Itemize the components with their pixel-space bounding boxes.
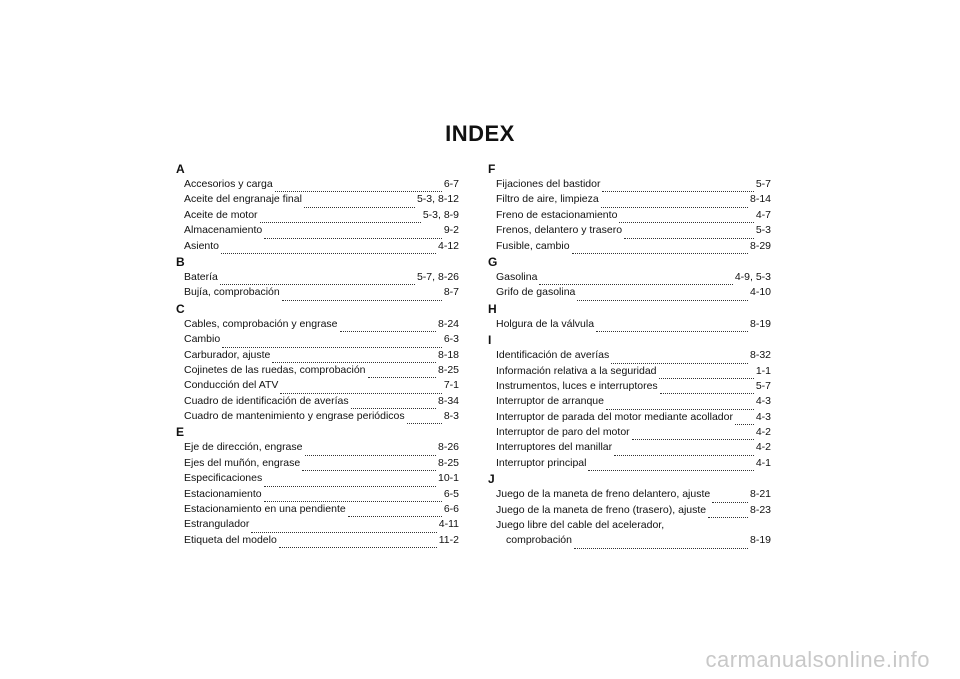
dot-leader: [220, 273, 415, 285]
index-entry-text: Bujía, comprobación: [184, 286, 280, 299]
dot-leader: [351, 397, 436, 409]
index-entry-text: Instrumentos, luces e interruptores: [496, 379, 658, 392]
index-entry: [184, 487, 459, 502]
index-entry-text: Fusible, cambio: [496, 239, 570, 252]
dot-leader: [279, 536, 437, 548]
index-entry-page: 1-1: [755, 364, 771, 377]
dot-leader: [407, 412, 442, 424]
index-entry: [496, 364, 771, 379]
index-entry: [496, 533, 771, 548]
index-entry-page: 8-14: [749, 193, 771, 206]
index-entry-text: Cuadro de identificación de averías: [184, 394, 349, 407]
index-entry-page: 4-3: [755, 395, 771, 408]
index-entry-text: Frenos, delantero y trasero: [496, 224, 623, 237]
index-entry-text: Juego de la maneta de freno (trasero), ajuste: [496, 503, 707, 516]
dot-leader: [280, 382, 441, 394]
index-entry-text: Filtro de aire, limpieza: [496, 193, 599, 206]
dot-leader: [577, 289, 748, 301]
index-entry: [184, 208, 459, 223]
index-entry-page: 8-21: [749, 488, 771, 501]
index-entry: [184, 394, 459, 409]
dot-leader: [614, 444, 754, 456]
index-entry-text: Aceite del engranaje final: [184, 193, 302, 206]
index-entry-page: 4-1: [755, 456, 771, 469]
index-entry-page: 5-3, 8-9: [422, 208, 459, 221]
index-entry-text: Gasolina: [496, 270, 538, 283]
dot-leader: [272, 351, 436, 363]
index-entry-text: Freno de estacionamiento: [496, 208, 618, 221]
dot-leader: [708, 506, 748, 518]
index-entry: [496, 440, 771, 455]
index-entry-text: Batería: [184, 270, 218, 283]
dot-leader: [606, 398, 754, 410]
dot-leader: [251, 521, 436, 533]
index-entry-page: 9-2: [443, 224, 459, 237]
dot-leader: [304, 196, 415, 208]
index-entry: [496, 379, 771, 394]
index-entry-page: 5-7, 8-26: [416, 270, 459, 283]
index-entry-page: 4-11: [438, 518, 459, 531]
index-entry-page: 8-19: [749, 317, 771, 330]
index-entry: [496, 410, 771, 425]
index-entry: [496, 394, 771, 409]
index-entry: [496, 177, 771, 192]
index-entry: [496, 456, 771, 471]
index-entry-text: Aceite de motor: [184, 208, 258, 221]
index-letter-j: J: [488, 472, 495, 487]
index-entry: [184, 192, 459, 207]
index-column-left: [176, 161, 459, 548]
index-entry-page: 8-24: [437, 317, 459, 330]
index-entry: [496, 503, 771, 518]
dot-leader: [305, 444, 436, 456]
index-entry-page: 11-2: [438, 533, 459, 546]
index-entry-text: Grifo de gasolina: [496, 286, 576, 299]
index-entry: [184, 317, 459, 332]
index-entry-page: 8-34: [437, 394, 459, 407]
dot-leader: [221, 242, 436, 254]
dot-leader: [368, 366, 436, 378]
index-entry-text: Holgura de la válvula: [496, 317, 595, 330]
index-entry: [184, 378, 459, 393]
index-entry-text: Cuadro de mantenimiento y engrase periódicos: [184, 410, 405, 423]
index-entry-page: 8-29: [749, 239, 771, 252]
index-entry-page: 5-3: [755, 224, 771, 237]
index-entry-continuation: comprobación: [506, 534, 572, 547]
index-entry-page: 5-3, 8-12: [416, 193, 459, 206]
dot-leader: [264, 475, 436, 487]
index-entry: [184, 285, 459, 300]
index-entry: [184, 471, 459, 486]
index-entry: [184, 517, 459, 532]
dot-leader: [611, 352, 748, 364]
index-entry: [496, 317, 771, 332]
index-entry-text: Juego de la maneta de freno delantero, ajuste: [496, 488, 711, 501]
dot-leader: [282, 289, 442, 301]
index-entry-page: 4-7: [755, 208, 771, 221]
index-entry-page: 5-7: [755, 177, 771, 190]
index-entry-page: 8-26: [437, 441, 459, 454]
dot-leader: [619, 211, 753, 223]
index-entry: [496, 239, 771, 254]
dot-leader: [588, 459, 753, 471]
index-entry: [184, 348, 459, 363]
index-letter-a: A: [176, 162, 185, 176]
index-entry-text: Asiento: [184, 239, 220, 252]
index-entry-text: Conducción del ATV: [184, 379, 279, 392]
index-entry: [496, 285, 771, 300]
index-entry: [184, 239, 459, 254]
index-entry-page: 5-7: [755, 379, 771, 392]
index-letter-b: B: [176, 254, 185, 269]
index-entry-page: 7-1: [443, 379, 459, 392]
index-entry-page: 4-10: [749, 286, 771, 299]
index-entry-text: Cables, comprobación y engrase: [184, 317, 338, 330]
index-entry-page: 6-7: [443, 177, 459, 190]
index-entry-text: Información relativa a la seguridad: [496, 364, 657, 377]
index-letter-f: F: [488, 162, 496, 176]
index-entry-text: Interruptor de parada del motor mediante acollador: [496, 410, 733, 423]
index-entry: [184, 440, 459, 455]
index-entry-page: 4-3: [755, 410, 771, 423]
dot-leader: [539, 273, 732, 285]
index-entry: [496, 487, 771, 502]
index-entry: [184, 223, 459, 238]
dot-leader: [222, 336, 442, 348]
dot-leader: [735, 413, 754, 425]
dot-leader: [601, 196, 748, 208]
index-column-right: [488, 161, 771, 549]
index-entry-text: Especificaciones: [184, 472, 263, 485]
dot-leader: [712, 491, 748, 503]
index-entry-text: Almacenamiento: [184, 224, 263, 237]
watermark: carmanualsonline.info: [705, 647, 930, 672]
dot-leader: [264, 490, 442, 502]
index-entry-page: 8-18: [437, 348, 459, 361]
index-entry: [184, 363, 459, 378]
index-letter-c: C: [176, 301, 185, 316]
index-entry-text: Etiqueta del modelo: [184, 533, 277, 546]
index-entry-page: 8-25: [437, 363, 459, 376]
index-entry-page: 8-3: [443, 410, 459, 423]
index-entry-page: 8-7: [443, 286, 459, 299]
dot-leader: [574, 537, 748, 549]
index-entry: [184, 177, 459, 192]
index-entry-page: 4-2: [755, 441, 771, 454]
index-entry-text: Cambio: [184, 333, 221, 346]
index-entry: [496, 348, 771, 363]
index-entry: [496, 425, 771, 440]
dot-leader: [275, 180, 442, 192]
dot-leader: [596, 320, 748, 332]
index-entry-text: Estacionamiento: [184, 487, 262, 500]
index-entry: [496, 208, 771, 223]
index-letter-h: H: [488, 301, 497, 316]
index-entry-text: Estacionamiento en una pendiente: [184, 503, 346, 516]
index-entry-text: Identificación de averías: [496, 349, 610, 362]
index-entry-page: 4-9, 5-3: [734, 270, 771, 283]
dot-leader: [264, 227, 442, 239]
index-entry: [184, 332, 459, 347]
index-entry-text: Carburador, ajuste: [184, 348, 271, 361]
index-entry-page: 4-12: [437, 239, 459, 252]
index-letter-e: E: [176, 425, 185, 440]
index-entry: [184, 409, 459, 424]
index-letter-g: G: [488, 254, 498, 269]
index-entry-page: 4-2: [755, 426, 771, 439]
dot-leader: [572, 242, 748, 254]
index-entry: [496, 223, 771, 238]
index-entry-page: 8-25: [437, 456, 459, 469]
index-entry-page: 10-1: [437, 472, 459, 485]
index-entry-page: 8-19: [749, 534, 771, 547]
dot-leader: [624, 227, 754, 239]
index-entry-text: Eje de dirección, engrase: [184, 441, 303, 454]
dot-leader: [659, 367, 754, 379]
dot-leader: [602, 180, 753, 192]
index-entry-text: Fijaciones del bastidor: [496, 177, 601, 190]
index-entry-text: Interruptor de arranque: [496, 395, 604, 408]
index-entry-text: Interruptores del manillar: [496, 441, 613, 454]
dot-leader: [260, 211, 421, 223]
dot-leader: [660, 382, 754, 394]
index-entry-text: Estrangulador: [184, 518, 250, 531]
index-entry-text: Ejes del muñón, engrase: [184, 456, 301, 469]
index-entry: [184, 456, 459, 471]
page-title: INDEX: [445, 121, 515, 146]
index-entry: [184, 533, 459, 548]
index-entry: [496, 192, 771, 207]
index-entry-text: Juego libre del cable del acelerador,: [496, 519, 665, 532]
index-entry: [496, 270, 771, 285]
dot-leader: [340, 320, 436, 332]
index-entry-text: Interruptor de paro del motor: [496, 426, 630, 439]
index-entry: [184, 270, 459, 285]
index-entry-text: Interruptor principal: [496, 456, 587, 469]
index-entry: [184, 502, 459, 517]
dot-leader: [632, 428, 754, 440]
index-entry-text: Cojinetes de las ruedas, comprobación: [184, 363, 366, 376]
index-entry-page: 8-32: [749, 349, 771, 362]
index-entry-page: 6-3: [443, 333, 459, 346]
index-letter-i: I: [488, 333, 492, 348]
index-entry-page: 6-5: [443, 487, 459, 500]
index-entry-text: Accesorios y carga: [184, 177, 273, 190]
dot-leader: [348, 505, 442, 517]
dot-leader: [302, 459, 436, 471]
index-entry-page: 8-23: [749, 503, 771, 516]
index-entry-page: 6-6: [443, 503, 459, 516]
